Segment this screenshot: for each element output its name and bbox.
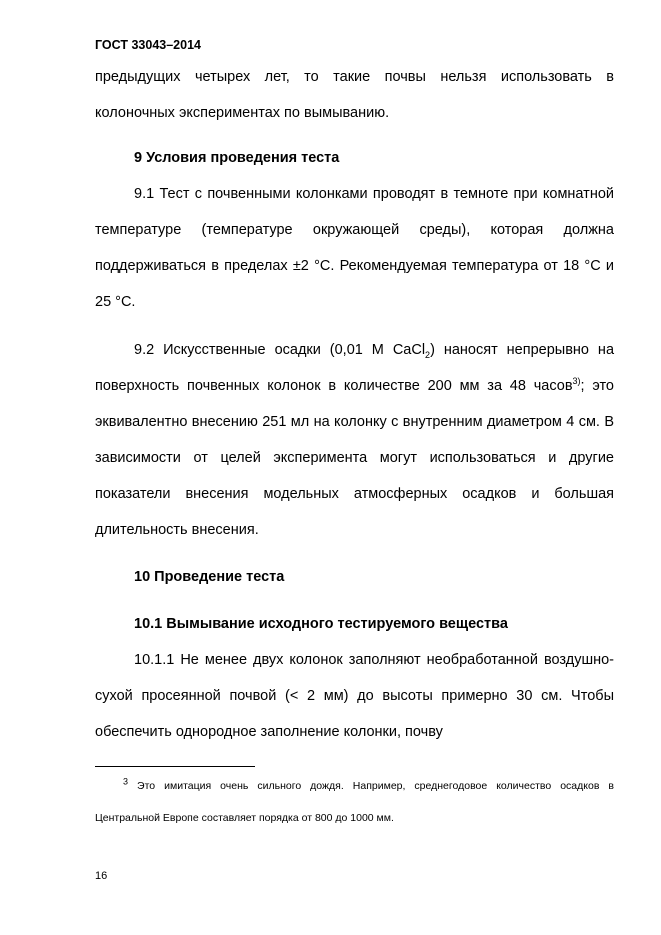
page-number: 16 — [95, 870, 108, 882]
continuation-paragraph: предыдущих четырех лет, то такие почвы нельзя использовать в колоночных экспериментах по вымыванию. — [95, 69, 614, 121]
section-10 — [95, 559, 614, 595]
section-9-heading: 9 Условия проведения теста — [134, 150, 340, 166]
p92-part2: ) наносят непрерывно на поверхность почвенных колонок в количестве 200 мм за 48 часов — [95, 342, 615, 394]
document-header: ГОСТ 33043–2014 — [95, 38, 201, 52]
p92-part1: 9.2 Искусственные осадки (0,01 М CaCl — [134, 342, 426, 358]
paragraph-9-1: 9.1 Тест с почвенными колонками проводят в темноте при комнатной температуре (температуре окружающей среды), которая должна поддерживаться в пределах ±2 °С. Рекомендуемая температура от 18 °С и 25 °С. — [95, 186, 614, 310]
section-10-heading: 10 Проведение теста — [134, 569, 285, 585]
paragraph-10-1-1: 10.1.1 Не менее двух колонок заполняют необработанной воздушно-сухой просеянной почвой (< 2 мм) до высоты примерно 30 см. Чтобы обеспечить однородное заполнение колонки, почву — [95, 652, 614, 740]
section-10-1 — [95, 606, 614, 642]
body-text — [95, 59, 614, 131]
section-9 — [95, 140, 614, 176]
footnote-reference: 3) — [572, 376, 581, 387]
paragraph-10-1-1-block — [95, 642, 614, 750]
footnote-text: Это имитация очень сильного дождя. Например, среднегодовое количество осадков в Центральной Европе составляет порядка от 800 до 1000 мм. — [95, 780, 614, 824]
p92-subscript: 2 — [425, 349, 431, 360]
footnote-marker: 3 — [123, 776, 129, 787]
section-10-1-heading: 10.1 Вымывание исходного тестируемого вещества — [134, 616, 508, 632]
paragraph-9-1-block — [95, 176, 614, 320]
p92-part3: ; это эквивалентно внесению 251 мл на колонку с внутренним диаметром 4 см. В зависимости от целей эксперимента могут использоваться и другие показатели внесения модельных атмосферных осадков и большая длительность внесения. — [95, 378, 614, 538]
footnote — [95, 770, 614, 834]
paragraph-9-2-block — [95, 332, 614, 548]
footnote-separator — [95, 766, 255, 767]
paragraph-9-2 — [95, 332, 614, 548]
